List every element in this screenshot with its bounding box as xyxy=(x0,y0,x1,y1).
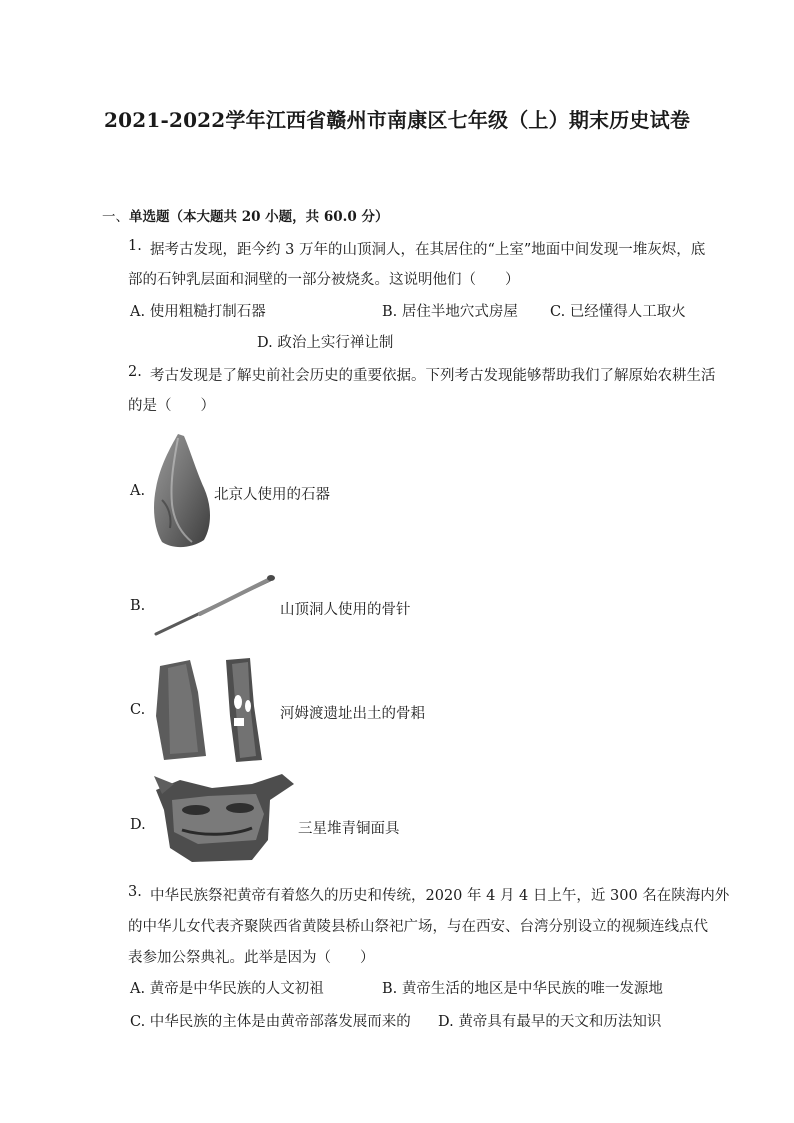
option-c[interactable]: C. 已经懂得人工取火 xyxy=(550,304,686,320)
option-c[interactable]: C. 中华民族的主体是由黄帝部落发展而来的 xyxy=(130,1014,411,1030)
question-text-line: 表参加公祭典礼。此举是因为（ ） xyxy=(128,950,375,966)
option-d-caption: 三星堆青铜面具 xyxy=(298,821,400,837)
question-number: 2. xyxy=(128,364,142,380)
question-text-line: 的是（ ） xyxy=(128,398,215,414)
option-c-letter[interactable]: C. xyxy=(130,702,146,718)
option-b-caption: 山顶洞人使用的骨针 xyxy=(280,602,411,618)
option-d-letter[interactable]: D. xyxy=(130,817,146,833)
question-text-line: 部的石钟乳层面和洞壁的一部分被烧炙。这说明他们（ ） xyxy=(128,272,520,288)
section-number: 一、 xyxy=(102,209,129,225)
option-d[interactable]: D. 政治上实行禅让制 xyxy=(257,335,394,351)
question-number: 1. xyxy=(128,238,142,254)
page-title: 2021-2022学年江西省赣州市南康区七年级（上）期末历史试卷 xyxy=(103,108,691,132)
section-note: （本大题共 20 小题，共 60.0 分） xyxy=(169,209,389,225)
option-a[interactable]: A. 黄帝是中华民族的人文初祖 xyxy=(130,981,324,997)
stone-tool-image xyxy=(148,430,214,552)
option-b[interactable]: B. 居住半地穴式房屋 xyxy=(382,304,518,320)
bronze-mask-image xyxy=(152,770,298,866)
option-b-letter[interactable]: B. xyxy=(130,598,146,614)
section-name: 单选题 xyxy=(129,209,170,225)
option-b[interactable]: B. 黄帝生活的地区是中华民族的唯一发源地 xyxy=(382,981,663,997)
bone-needle-image xyxy=(150,572,278,638)
option-d[interactable]: D. 黄帝具有最早的天文和历法知识 xyxy=(438,1014,662,1030)
question-text-line: 据考古发现，距今约 3 万年的山顶洞人，在其居住的“上室”地面中间发现一堆灰烬，底 xyxy=(150,242,706,258)
question-number: 3. xyxy=(128,884,142,900)
option-a[interactable]: A. 使用粗糙打制石器 xyxy=(130,304,266,320)
option-a-letter[interactable]: A. xyxy=(130,483,146,499)
option-c-caption: 河姆渡遗址出土的骨耜 xyxy=(280,706,425,722)
bone-spade-image xyxy=(150,656,278,764)
question-text-line: 的中华儿女代表齐聚陕西省黄陵县桥山祭祀广场，与在西安、台湾分别设立的视频连线点代 xyxy=(128,919,708,935)
question-text-line: 考古发现是了解史前社会历史的重要依据。下列考古发现能够帮助我们了解原始农耕生活 xyxy=(150,368,716,384)
question-text-line: 中华民族祭祀黄帝有着悠久的历史和传统，2020 年 4 月 4 日上午，近 300 名在陕海内外 xyxy=(150,888,730,904)
option-a-caption: 北京人使用的石器 xyxy=(214,487,330,503)
section-heading xyxy=(102,205,388,225)
